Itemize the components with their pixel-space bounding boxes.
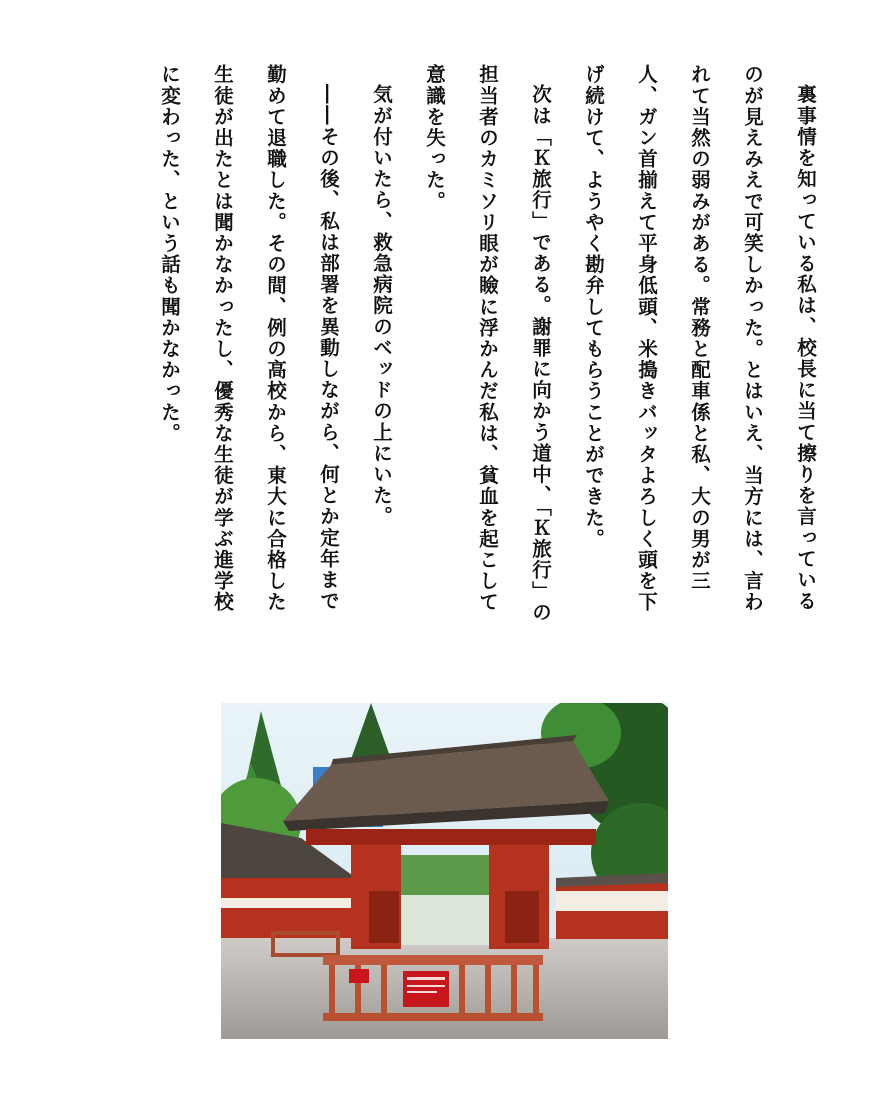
paragraph-2: 次は「Ｋ旅行」である。謝罪に向かう道中、「Ｋ旅行」の担当者のカミソリ眼が瞼に浮かんだ私は、貧血を起こして意識を失った。 xyxy=(423,64,552,623)
red-gate-illustration xyxy=(221,703,668,1039)
vertical-text-body xyxy=(92,64,832,624)
paragraph-4: ――その後、私は部署を異動しながら、何とか定年まで勤めて退職した。その間、例の高校から、東大に合格した生徒が出たとは聞かなかったし、優秀な生徒が学ぶ進学校に変わった、という話も聞かなかった。 xyxy=(158,64,340,613)
red-gate-photo xyxy=(221,703,668,1039)
paragraph-3: 気が付いたら、救急病院のベッドの上にいた。 xyxy=(370,83,393,527)
paragraph-1: 裏事情を知っている私は、校長に当て擦りを言っているのが見えみえで可笑しかった。とはいえ、当方には、言われて当然の弱みがある。常務と配車係と私、大の男が三人、ガン首揃えて平身低頭、米搗きバッタよろしく頭を下げ続けて、ようやく勘弁してもらうことができた。 xyxy=(582,64,817,613)
